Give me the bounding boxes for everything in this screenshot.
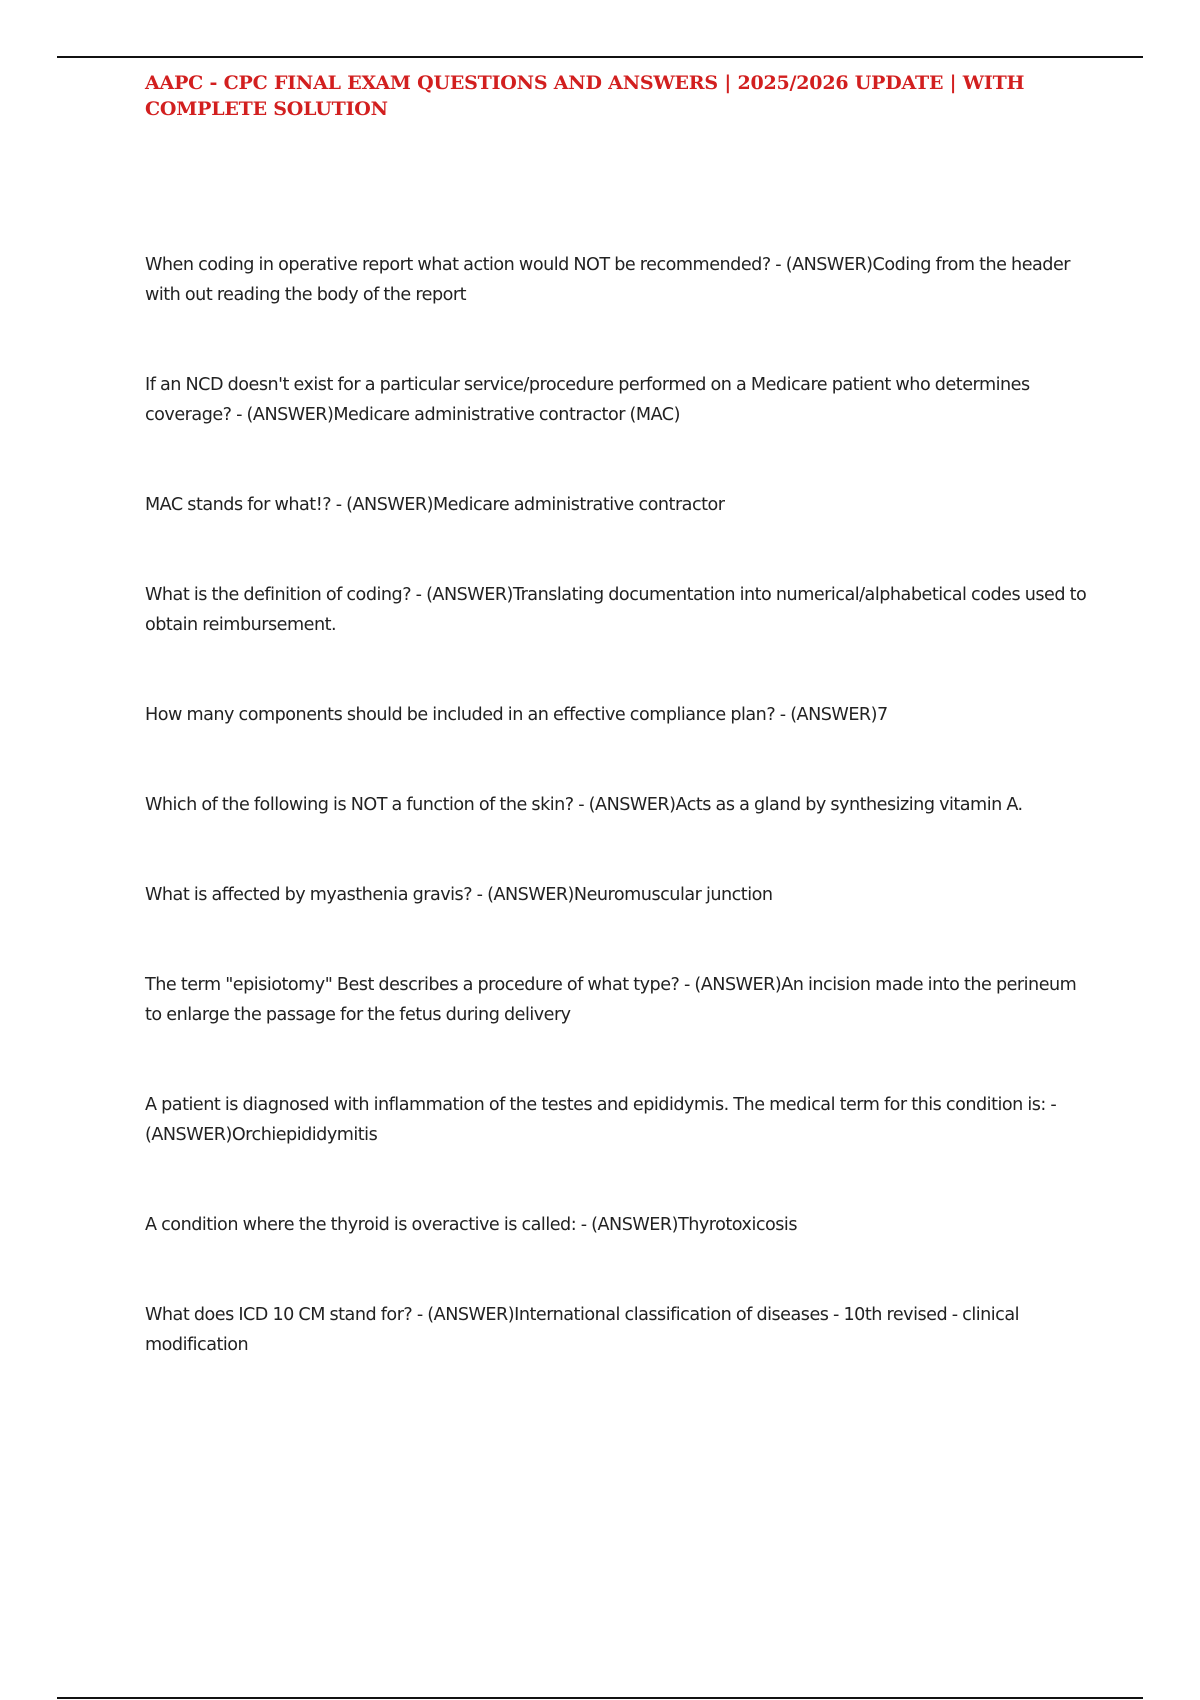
qa-item: The term "episiotomy" Best describes a procedure of what type? - (ANSWER)An incision made into the perineum to enlarge the passage for the fetus during delivery: [145, 975, 1077, 1025]
qa-item: What is affected by myasthenia gravis? - (ANSWER)Neuromuscular junction: [145, 885, 773, 905]
qa-item: How many components should be included in an effective compliance plan? - (ANSWER)7: [145, 705, 888, 725]
qa-item: If an NCD doesn't exist for a particular service/procedure performed on a Medicare patient who determines coverage? - (ANSWER)Medicare administrative contractor (MAC): [145, 375, 1030, 425]
qa-item: What does ICD 10 CM stand for? - (ANSWER)International classification of diseases - 10th revised - clinical modification: [145, 1305, 1020, 1355]
qa-item: A patient is diagnosed with inflammation of the testes and epididymis. The medical term for this condition is: - (ANSWER)Orchiepididymitis: [145, 1095, 1057, 1145]
top-rule: [57, 56, 1143, 58]
qa-item: When coding in operative report what action would NOT be recommended? - (ANSWER)Coding from the header with out reading the body of the report: [145, 255, 1071, 305]
qa-item: A condition where the thyroid is overactive is called: - (ANSWER)Thyrotoxicosis: [145, 1215, 797, 1235]
qa-item: Which of the following is NOT a function of the skin? - (ANSWER)Acts as a gland by synthesizing vitamin A.: [145, 795, 1023, 815]
qa-list: [145, 250, 1095, 1420]
document-title: AAPC - CPC FINAL EXAM QUESTIONS AND ANSWERS | 2025/2026 UPDATE | WITH COMPLETE SOLUTION: [145, 72, 1025, 120]
qa-item: MAC stands for what!? - (ANSWER)Medicare administrative contractor: [145, 495, 725, 515]
bottom-rule: [57, 1697, 1143, 1699]
qa-item: What is the definition of coding? - (ANSWER)Translating documentation into numerical/alphabetical codes used to obtain reimbursement.: [145, 585, 1087, 635]
